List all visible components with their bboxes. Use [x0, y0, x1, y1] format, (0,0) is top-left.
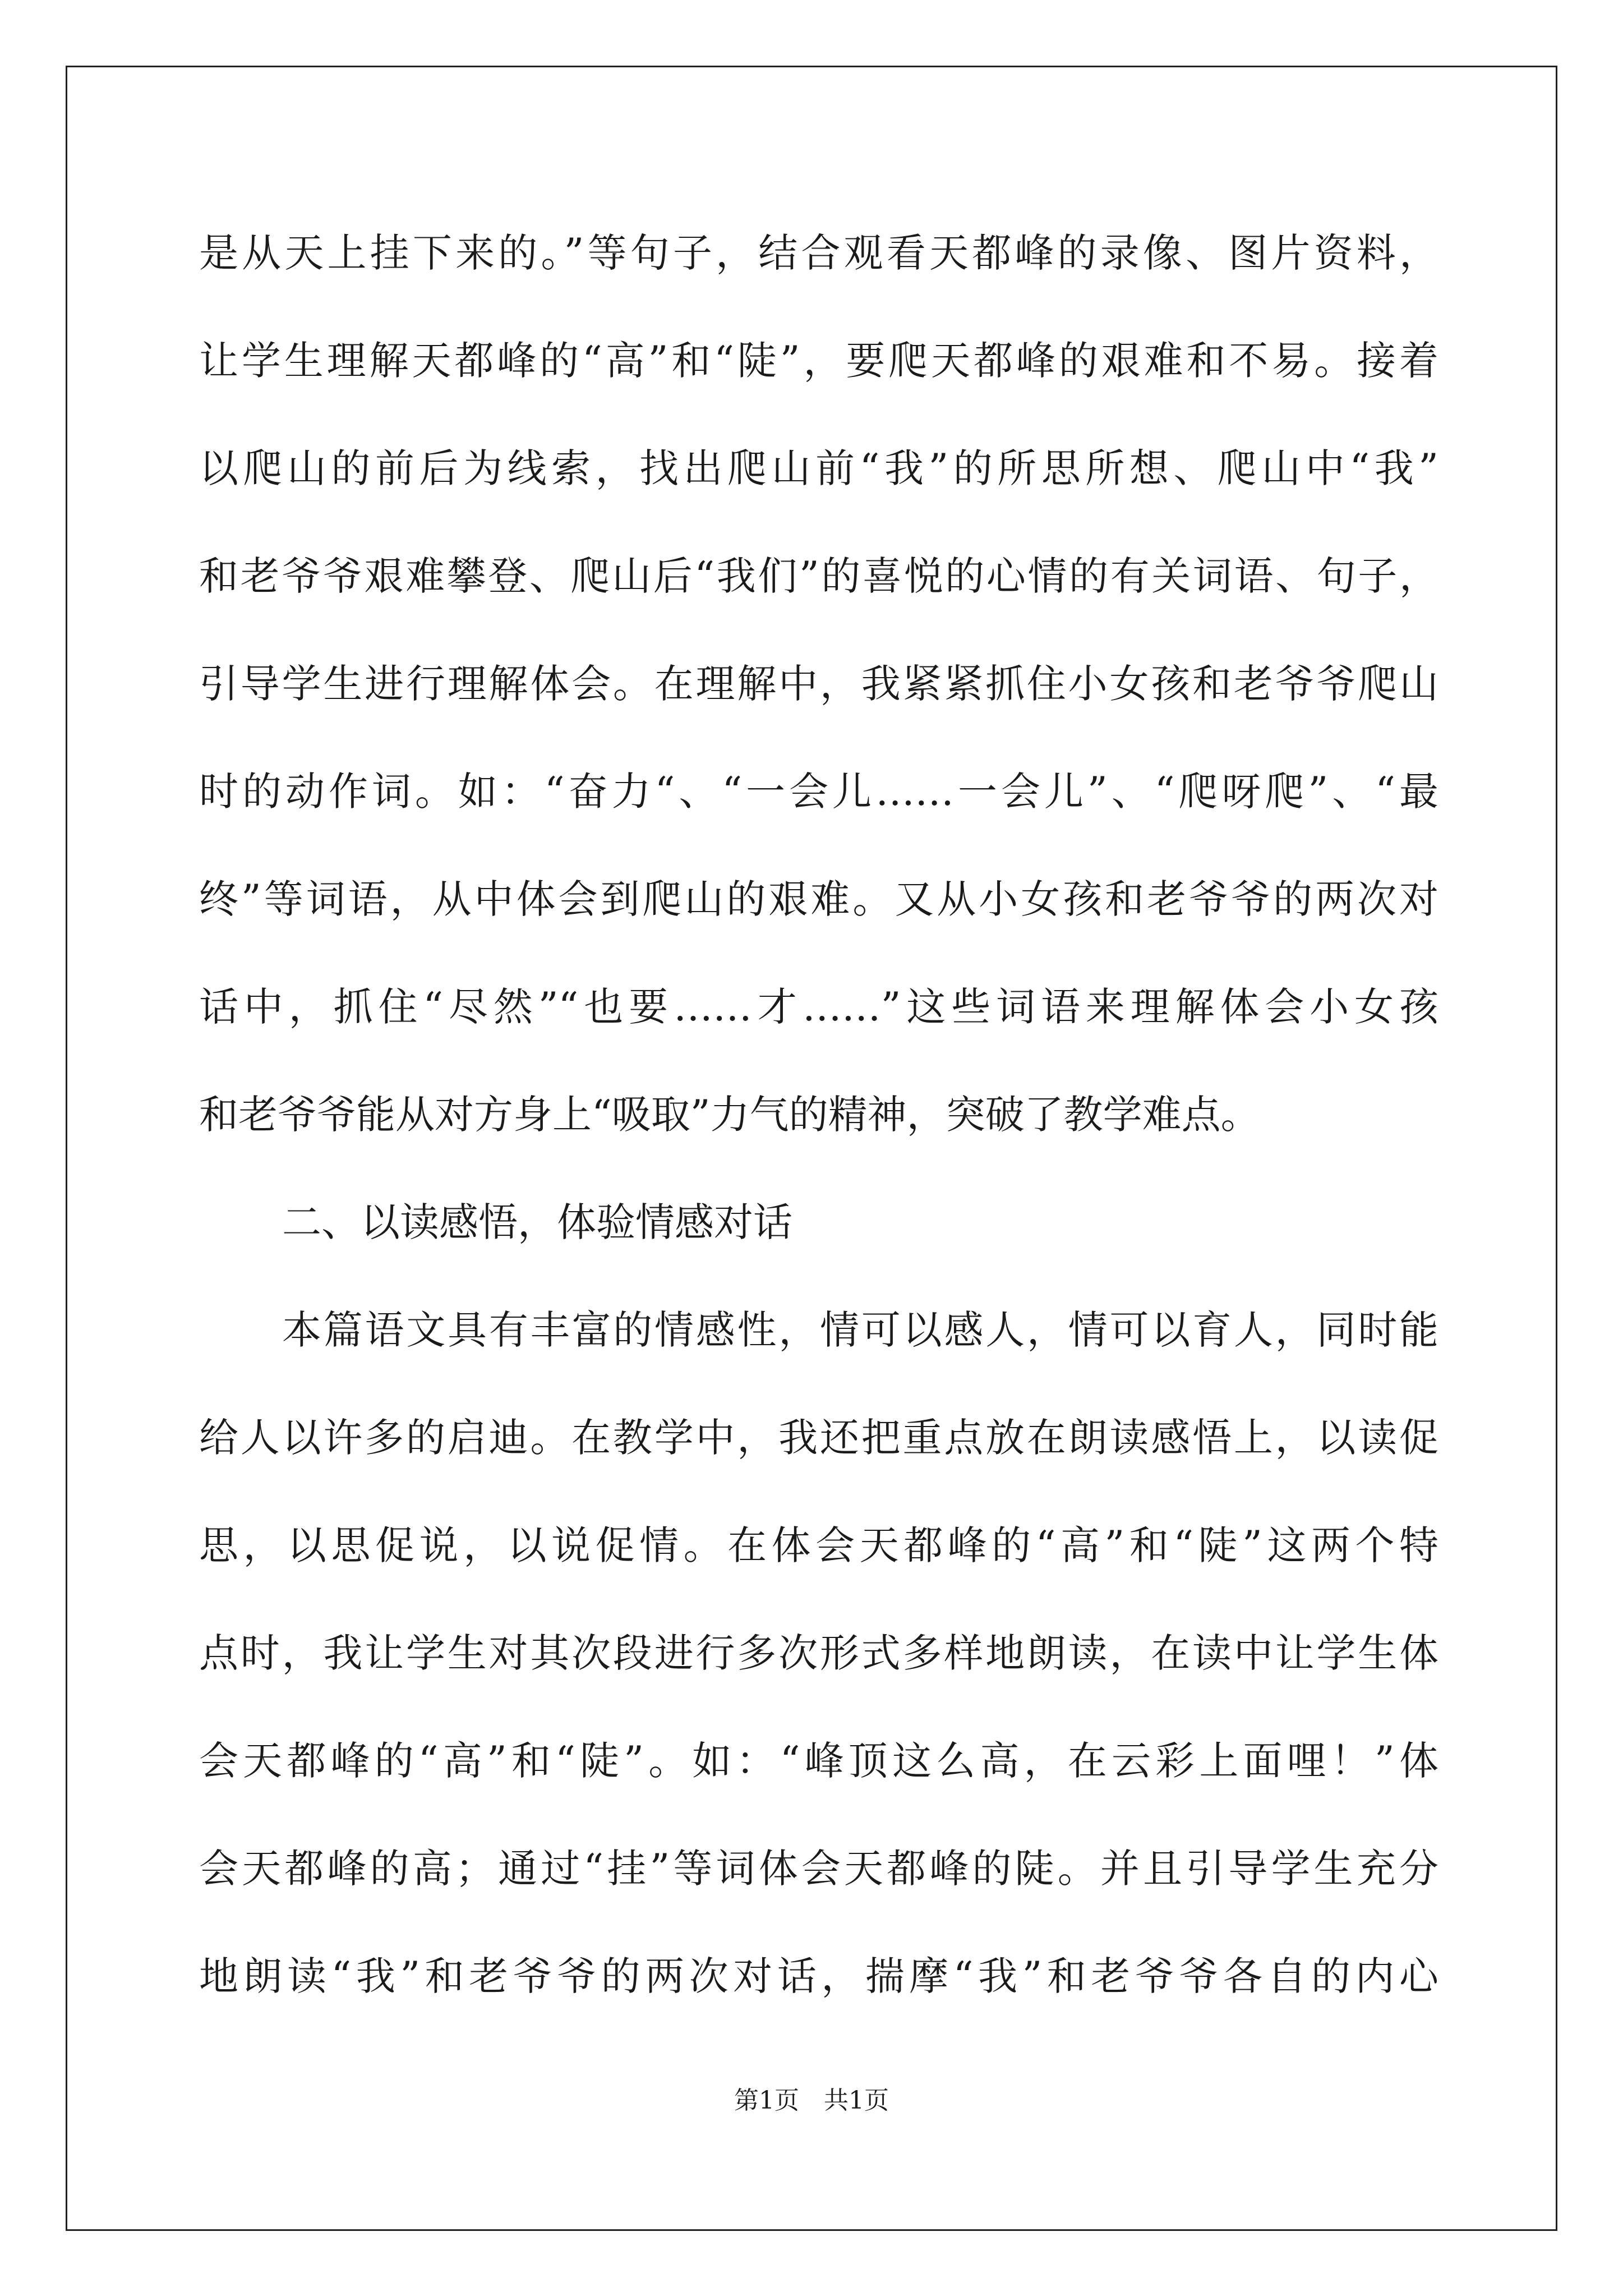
paragraph-line: 以爬山的前后为线索，找出爬山前“我”的所思所想、爬山中“我”: [199, 445, 1438, 491]
paragraph-line: 话中，抓住“尽然”“也要……才……”这些词语来理解体会小女孩: [199, 984, 1438, 1030]
paragraph-line: 让学生理解天都峰的“高”和“陡”，要爬天都峰的艰难和不易。接着: [199, 338, 1438, 384]
document-body: [199, 199, 1438, 2030]
paragraph-line: 时的动作词。如：“奋力“、“一会儿……一会儿”、“爬呀爬”、“最: [199, 769, 1438, 815]
section-heading: 二、以读感悟，体验情感对话: [282, 1199, 792, 1245]
paragraph-line: 会天都峰的“高”和“陡”。如：“峰顶这么高，在云彩上面哩！”体: [199, 1738, 1438, 1784]
paragraph-line: 和老爷爷能从对方身上“吸取”力气的精神，突破了教学难点。: [199, 1092, 1260, 1138]
paragraph-line: 会天都峰的高；通过“挂”等词体会天都峰的陡。并且引导学生充分: [199, 1846, 1438, 1892]
paragraph-line: 终”等词语，从中体会到爬山的艰难。又从小女孩和老爷爷的两次对: [199, 876, 1438, 922]
paragraph-line: 地朗读“我”和老爷爷的两次对话，揣摩“我”和老爷爷各自的内心: [199, 1953, 1438, 1999]
paragraph-line: 引导学生进行理解体会。在理解中，我紧紧抓住小女孩和老爷爷爬山: [199, 661, 1438, 707]
paragraph-line: 是从天上挂下来的。”等句子，结合观看天都峰的录像、图片资料，: [199, 230, 1438, 276]
page-number-footer: 第1页 共1页: [734, 2086, 889, 2115]
paragraph-line: 思，以思促说，以说促情。在体会天都峰的“高”和“陡”这两个特: [199, 1522, 1438, 1568]
paragraph-line: 本篇语文具有丰富的情感性，情可以感人，情可以育人，同时能: [282, 1307, 1438, 1353]
paragraph-line: 点时，我让学生对其次段进行多次形式多样地朗读，在读中让学生体: [199, 1630, 1438, 1676]
paragraph-line: 给人以许多的启迪。在教学中，我还把重点放在朗读感悟上，以读促: [199, 1415, 1438, 1461]
paragraph-line: 和老爷爷艰难攀登、爬山后“我们”的喜悦的心情的有关词语、句子，: [199, 553, 1438, 599]
